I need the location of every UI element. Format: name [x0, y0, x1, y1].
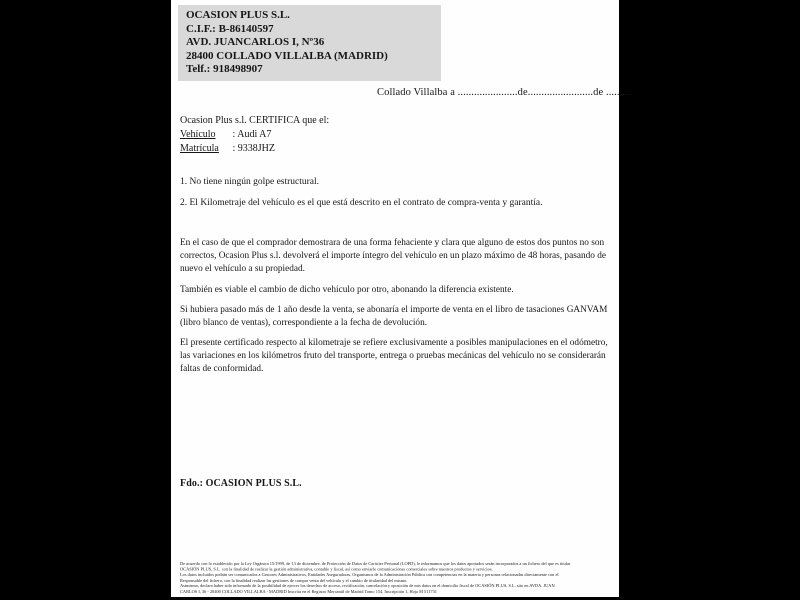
legal-line-3: Los datos incluidos podrán ser comunicados a Gestores Administrativos, Entidades Aseguradoras, Organismos de la Administración Pública con competencias en la materia y personas relacionadas directamente con el [180, 572, 559, 578]
certifies-line: Ocasion Plus s.l. CERTIFICA que el: [180, 115, 330, 126]
vehicle-value: : Audi A7 [232, 129, 272, 140]
company-city: 28400 COLLADO VILLALBA (MADRID) [186, 49, 388, 62]
vehicle-row [180, 129, 271, 140]
legal-line-6: CARLOS I, 36 - 28400 COLLADO VILLALBA - MADRID Inscrita en el Registro Mercantil de Madrid Tomo 154, Inscripción 1, Hoja M 511731 [180, 589, 437, 594]
plate-value: : 9338JHZ [232, 143, 275, 154]
company-cif: C.I.F.: B-86140597 [186, 22, 274, 35]
paragraph-refund-terms: En el caso de que el comprador demostrara de una forma fehaciente y clara que alguno de estos dos puntos no son correctos, Ocasion Plus s.l. devolverá el importe íntegro del vehículo en un plazo máximo de 48 horas, pasando de nuevo el vehículo a su propiedad. [180, 238, 606, 274]
signature-line: Fdo.: OCASION PLUS S.L. [180, 478, 302, 489]
certified-point-2: 2. El Kilometraje del vehículo es el que está descrito en el contrato de compra-venta y garantía. [180, 198, 543, 208]
date-line: Collado Villalba a ......................de........................de .......... [377, 87, 634, 98]
plate-row [180, 143, 275, 154]
certified-point-1: 1. No tiene ningún golpe estructural. [180, 177, 320, 187]
company-address: AVD. JUANCARLOS I, Nº36 [186, 36, 325, 48]
company-phone: Telf.: 918498907 [186, 63, 263, 75]
legal-fine-print [180, 561, 617, 595]
document-page [171, 0, 634, 597]
paragraph-mileage-disclaimer: El presente certificado respecto al kilometraje se refiere exclusivamente a posibles manipulaciones en el odómetro, las variaciones en los kilómetros fruto del transporte, entrega o pruebas mecánicas del vehículo no se considerarán faltas de conformidad. [180, 338, 608, 374]
paragraph-ganvam-valuation: Si hubiera pasado más de 1 año desde la venta, se abonaría el importe de venta en el libro de tasaciones GANVAM (libro blanco de ventas), correspondiente a la fecha de devolución. [180, 305, 608, 328]
legal-line-2: OCASIÓN PLUS, S.L. con la finalidad de realizar la gestión administrativa, contable y fiscal, así como enviarle comunicaciones comerciales sobre nuestros productos y servicios. [180, 566, 493, 572]
company-name: OCASION PLUS S.L. [186, 9, 290, 21]
legal-line-4: Responsable del fichero, con la finalidad realizar las gestiones de compra venta del vehículo y el cambio de titularidad del mismo. [180, 577, 408, 583]
legal-line-5: Asimismo, declara haber sido informado de la posibilidad de ejercer los derechos de acceso, rectificación, cancelación y oposición de mis datos en el domicilio fiscal de OCASIÓN PLUS, S.L. sito en AVDA. JUAN [180, 583, 555, 589]
letterhead-block [178, 5, 441, 81]
vehicle-label: Vehículo [180, 129, 216, 140]
paragraph-exchange-option: También es viable el cambio de dicho vehículo por otro, abonando la diferencia existente. [180, 285, 514, 295]
legal-line-1: De acuerdo con lo establecido por la Ley Orgánica 15/1999, de 13 de diciembre, de Protección de Datos de Carácter Personal (LOPD), le informamos que los datos aportados serán incorporados a un fichero del que es titular [180, 561, 571, 566]
plate-label: Matrícula [180, 143, 219, 154]
